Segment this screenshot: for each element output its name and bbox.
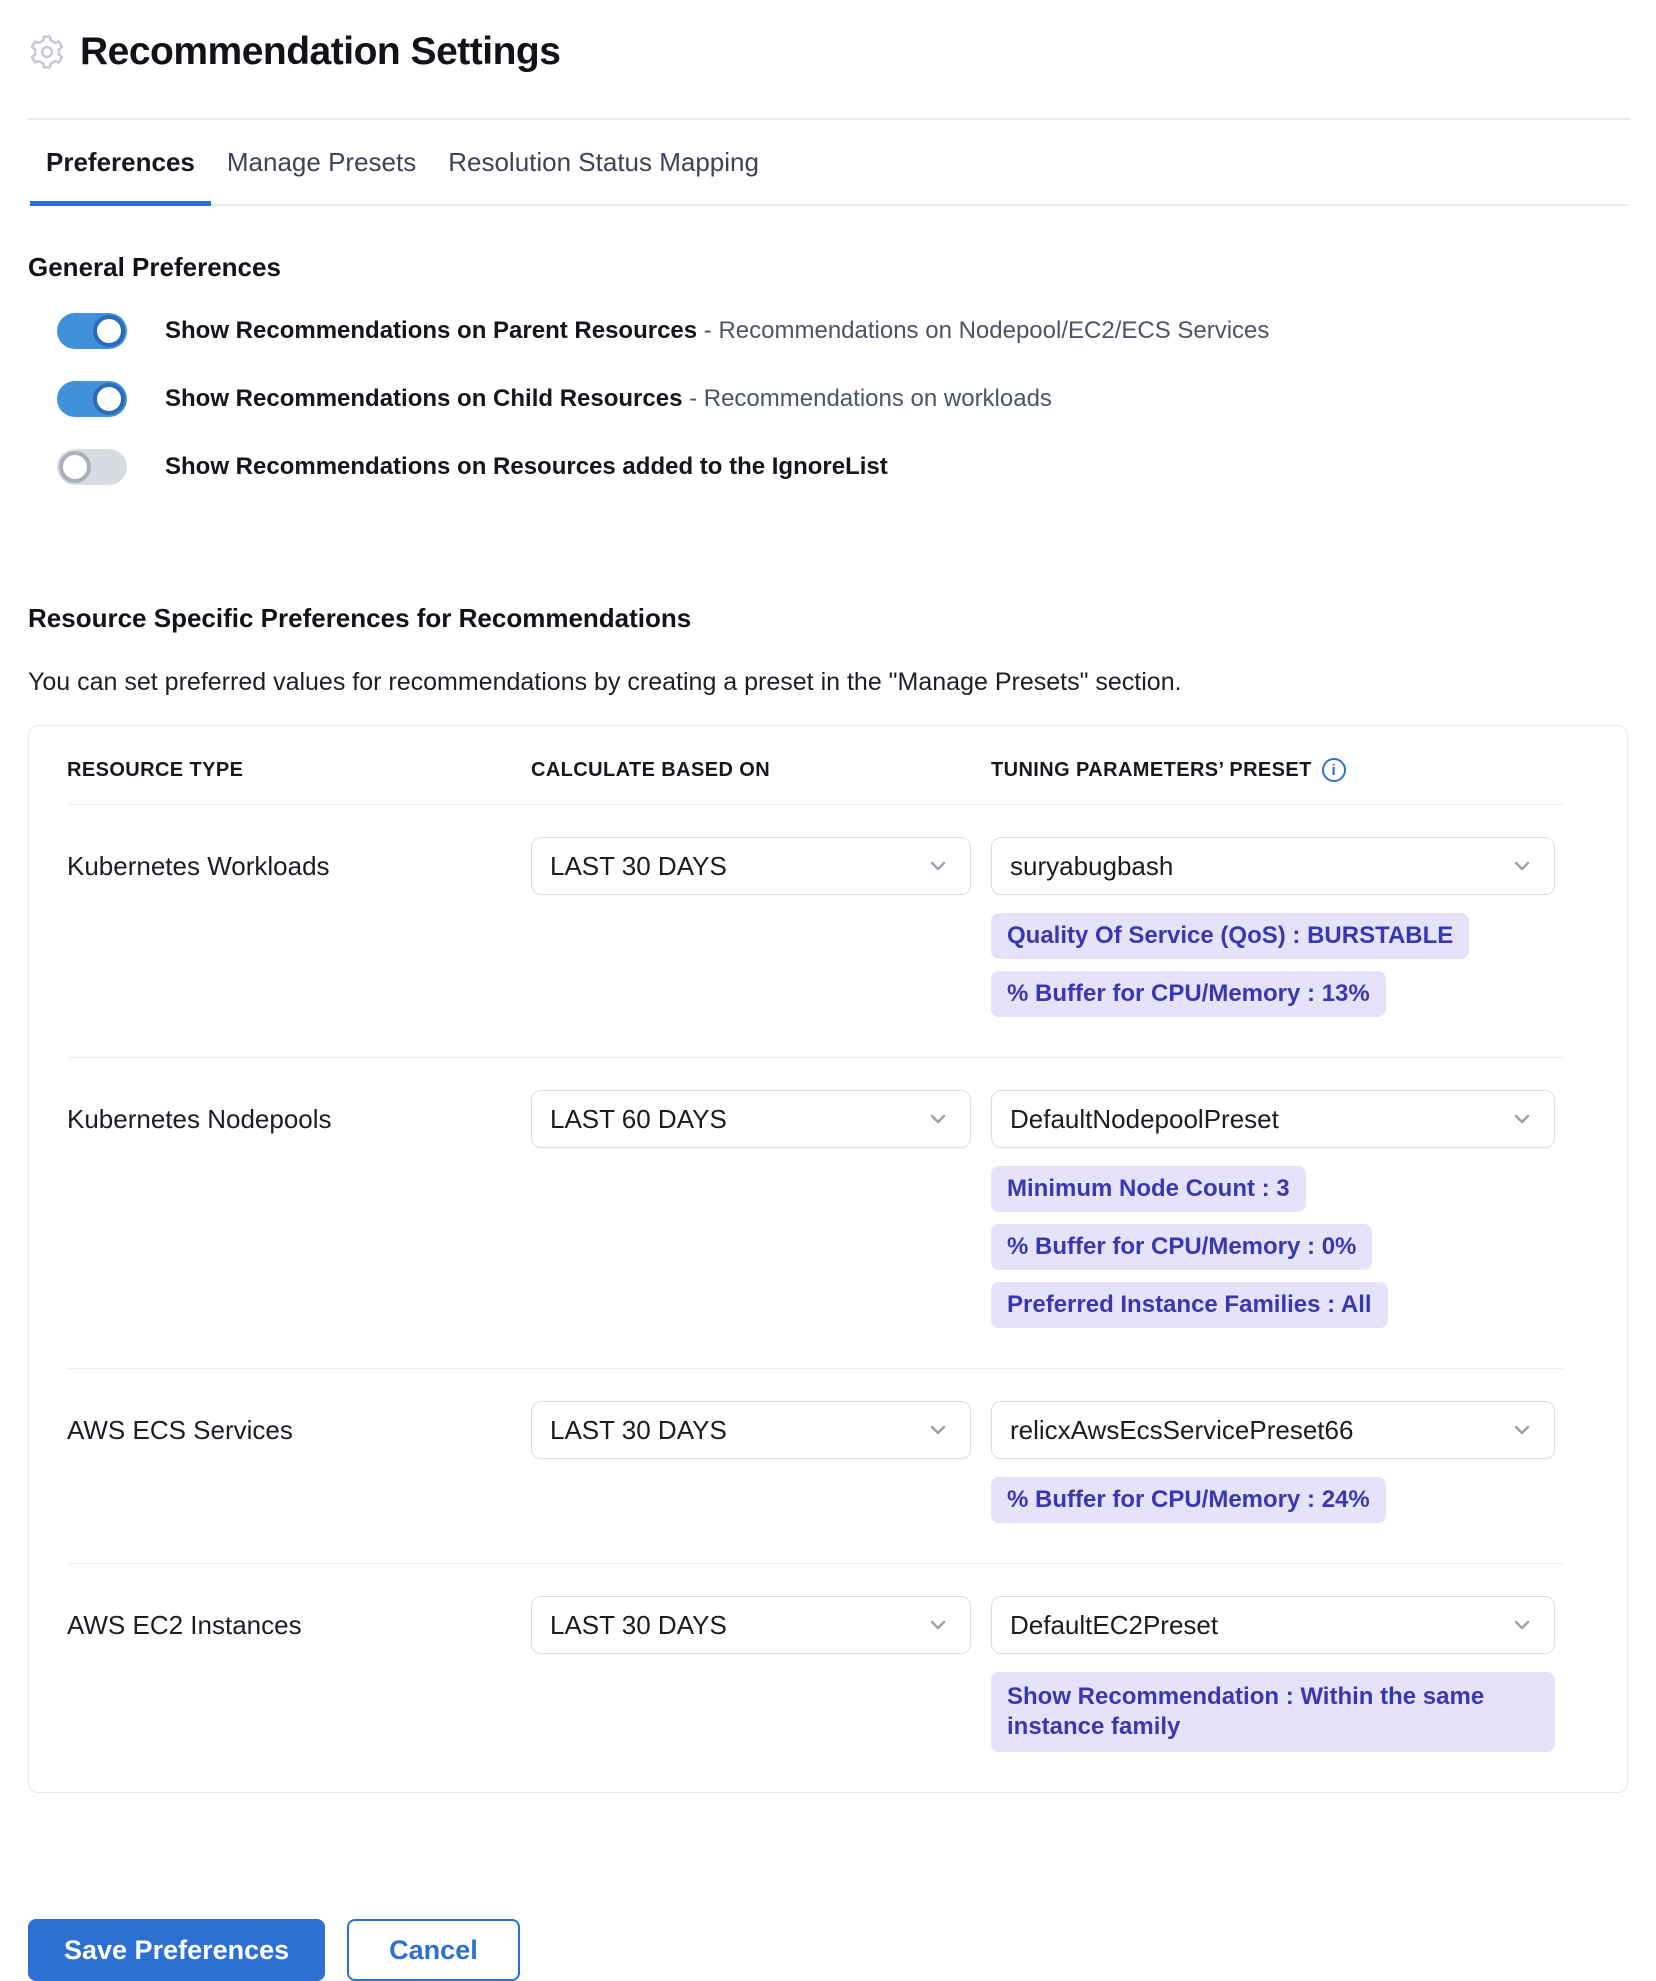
toggle-text	[165, 383, 1052, 414]
general-preferences-heading: General Preferences	[28, 252, 281, 282]
toggle-label: Show Recommendations on Parent Resources	[165, 317, 698, 345]
select-value: LAST 30 DAYS	[550, 850, 727, 881]
table-row-aws-ecs-services	[67, 1368, 1563, 1563]
tuning-preset-cell	[991, 837, 1563, 1017]
select-value: DefaultNodepoolPreset	[1010, 1103, 1279, 1134]
toggle-row-ignorelist	[57, 449, 1628, 485]
preset-parameter-chip: % Buffer for CPU/Memory : 0%	[991, 1224, 1372, 1270]
calculate-based-on-cell	[531, 837, 991, 1017]
preset-parameter-chips	[991, 913, 1555, 1017]
resource-type-label: Kubernetes Workloads	[67, 851, 330, 881]
ignorelist-toggle[interactable]	[57, 449, 127, 485]
tuning-preset-cell	[991, 1401, 1563, 1523]
toggle-label: Show Recommendations on Resources added to the IgnoreList	[165, 453, 888, 481]
toggle-row-child-resources	[57, 381, 1628, 417]
preset-parameter-chip: % Buffer for CPU/Memory : 13%	[991, 971, 1386, 1017]
toggle-knob	[59, 451, 91, 483]
toggle-text	[165, 451, 888, 482]
toggle-text	[165, 315, 1269, 346]
select-value: LAST 30 DAYS	[550, 1414, 727, 1445]
select-value: relicxAwsEcsServicePreset66	[1010, 1414, 1354, 1445]
resource-preferences-description: You can set preferred values for recommendations by creating a preset in the "Manage Presets" section.	[28, 668, 1182, 696]
column-header-calculate-based-on: CALCULATE BASED ON	[531, 758, 771, 781]
gear-icon	[28, 33, 66, 71]
table-header-row	[67, 726, 1563, 805]
page-header	[28, 30, 1628, 74]
cancel-button[interactable]: Cancel	[347, 1919, 520, 1981]
calculate-based-on-cell	[531, 1090, 991, 1328]
preset-parameter-chip: Preferred Instance Families : All	[991, 1282, 1388, 1328]
preset-parameter-chip: % Buffer for CPU/Memory : 24%	[991, 1477, 1386, 1523]
column-header-resource-type: RESOURCE TYPE	[67, 758, 244, 781]
toggle-description: - Recommendations on workloads	[689, 385, 1052, 413]
calculate-based-on-select[interactable]	[531, 1596, 971, 1654]
footer-actions	[28, 1919, 1628, 1981]
select-value: LAST 30 DAYS	[550, 1609, 727, 1640]
chevron-down-icon	[926, 1418, 950, 1442]
column-header-tuning-preset	[991, 758, 1563, 782]
tab-bar	[28, 120, 1628, 206]
chevron-down-icon	[1510, 1418, 1534, 1442]
preset-parameter-chip: Minimum Node Count : 3	[991, 1166, 1306, 1212]
table-row-aws-ec2-instances	[67, 1563, 1563, 1792]
chevron-down-icon	[926, 1107, 950, 1131]
chevron-down-icon	[1510, 1613, 1534, 1637]
child-resources-toggle[interactable]	[57, 381, 127, 417]
calculate-based-on-select[interactable]	[531, 837, 971, 895]
select-value: DefaultEC2Preset	[1010, 1609, 1219, 1640]
chevron-down-icon	[1510, 854, 1534, 878]
tuning-preset-select[interactable]	[991, 1090, 1555, 1148]
tuning-preset-select[interactable]	[991, 1596, 1555, 1654]
resource-preferences-heading: Resource Specific Preferences for Recommendations	[28, 603, 692, 633]
resource-preferences-section	[28, 603, 1628, 1793]
page-title: Recommendation Settings	[80, 30, 561, 73]
chevron-down-icon	[1510, 1107, 1534, 1131]
tuning-preset-select[interactable]	[991, 1401, 1555, 1459]
parent-resources-toggle[interactable]	[57, 313, 127, 349]
tuning-preset-cell	[991, 1090, 1563, 1328]
toggle-label: Show Recommendations on Child Resources	[165, 385, 683, 413]
info-icon[interactable]: i	[1322, 758, 1346, 782]
preset-parameter-chips	[991, 1477, 1555, 1523]
preset-parameter-chip: Quality Of Service (QoS) : BURSTABLE	[991, 913, 1469, 959]
calculate-based-on-cell	[531, 1401, 991, 1523]
tab-manage-presets[interactable]: Manage Presets	[226, 147, 417, 177]
calculate-based-on-select[interactable]	[531, 1401, 971, 1459]
calculate-based-on-cell	[531, 1596, 991, 1752]
general-preferences-section	[28, 252, 1628, 485]
resource-type-label: AWS EC2 Instances	[67, 1610, 302, 1640]
resource-preferences-table	[28, 725, 1628, 1793]
table-row-kubernetes-workloads	[67, 805, 1563, 1057]
save-preferences-button[interactable]: Save Preferences	[28, 1919, 325, 1981]
select-value: suryabugbash	[1010, 850, 1174, 881]
calculate-based-on-select[interactable]	[531, 1090, 971, 1148]
tuning-preset-cell	[991, 1596, 1563, 1752]
resource-type-label: AWS ECS Services	[67, 1415, 293, 1445]
chevron-down-icon	[926, 1613, 950, 1637]
select-value: LAST 60 DAYS	[550, 1103, 727, 1134]
resource-type-label: Kubernetes Nodepools	[67, 1104, 332, 1134]
column-header-tuning-preset-label: TUNING PARAMETERS’ PRESET	[991, 758, 1312, 781]
toggle-list	[28, 313, 1628, 485]
tuning-preset-select[interactable]	[991, 837, 1555, 895]
tab-resolution-status-mapping[interactable]: Resolution Status Mapping	[448, 147, 759, 177]
toggle-description: - Recommendations on Nodepool/EC2/ECS Services	[703, 317, 1270, 345]
preset-parameter-chips	[991, 1672, 1555, 1752]
toggle-knob	[93, 315, 125, 347]
chevron-down-icon	[926, 854, 950, 878]
toggle-row-parent-resources	[57, 313, 1628, 349]
toggle-knob	[93, 383, 125, 415]
tab-preferences[interactable]: Preferences	[30, 120, 211, 206]
preset-parameter-chips	[991, 1166, 1555, 1328]
table-row-kubernetes-nodepools	[67, 1057, 1563, 1368]
preset-parameter-chip: Show Recommendation : Within the same instance family	[991, 1672, 1555, 1752]
